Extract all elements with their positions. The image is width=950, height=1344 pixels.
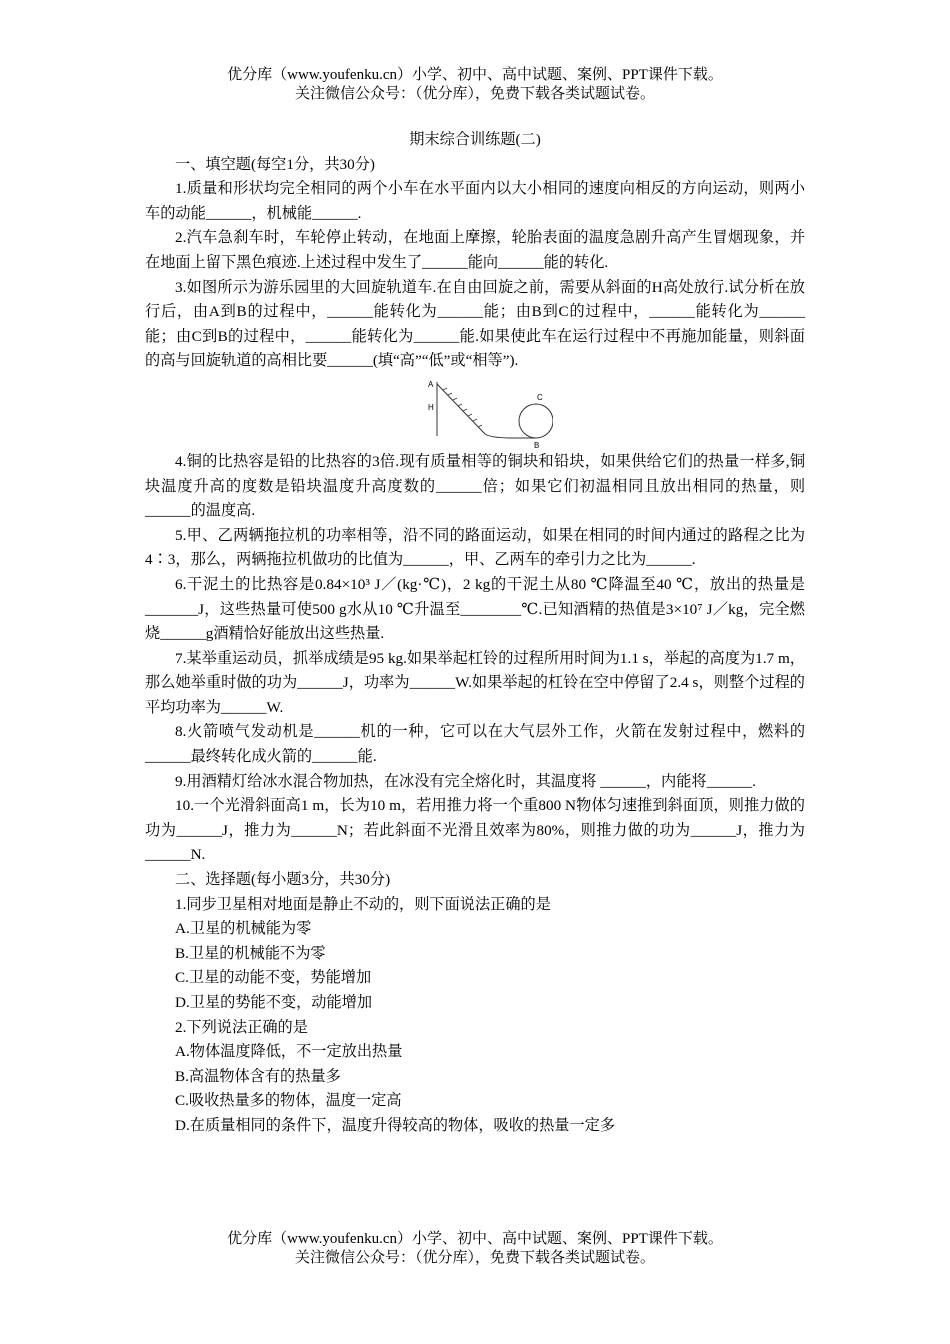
figure-label-a: A [428, 379, 434, 389]
fill-question-4: 4.铜的比热容是铅的比热容的3倍.现有质量相等的铜块和铅块，如果供给它们的热量一样多,铜块温度升高的度数是铅块温度升高度数的______倍；如果它们初温相同且放出相同的热量，则______的温度高. [145, 452, 805, 520]
slope-line [437, 384, 485, 434]
choice-question-2-stem: 2.下列说法正确的是 [175, 1018, 308, 1036]
fill-question-6: 6.干泥土的比热容是0.84×10³ J／(kg·℃)，2 kg的干泥土从80 ℃降温至40 ℃，放出的热量是_______J，这些热量可使500 g水从10 ℃升温至________℃.已知酒精的热值是3×10⁷ J／kg，完全燃烧______g酒精恰好能放出这些热量. [145, 575, 805, 643]
choice-question-1-option-d: D.卫星的势能不变，动能增加 [175, 994, 373, 1011]
page-header [0, 66, 950, 104]
figure-label-h: H [428, 402, 434, 412]
choice-question-1-option-b: B.卫星的机械能不为零 [175, 944, 326, 962]
figure-label-b: B [534, 440, 540, 450]
choice-question-1-stem: 1.同步卫星相对地面是静止不动的，则下面说法正确的是 [175, 895, 551, 913]
document-title: 期末综合训练题(二) [409, 131, 541, 148]
figure-label-c: C [537, 392, 543, 402]
choice-question-2-option-b: B.高温物体含有的热量多 [175, 1067, 341, 1085]
roller-coaster-diagram [423, 374, 553, 450]
fill-question-10: 10.一个光滑斜面高1 m，长为10 m，若用推力将一个重800 N物体匀速推到斜面顶，则推力做的功为______J，推力为______N；若此斜面不光滑且效率为80%，则推力做的功为______J，推力为______N. [145, 797, 805, 864]
choice-question-1-option-a: A.卫星的机械能为零 [175, 920, 312, 938]
footer-line-2: 关注微信公众号：（优分库），免费下载各类试题试卷。 [294, 1250, 655, 1266]
fill-question-5: 5.甲、乙两辆拖拉机的功率相等，沿不同的路面运动，如果在相同的时间内通过的路程之比为4∶3，那么，两辆拖拉机做功的比值为______，甲、乙两车的牵引力之比为______. [145, 526, 805, 569]
footer-line-1: 优分库（www.youfenku.cn）小学、初中、高中试题、案例、PPT课件下载。 [227, 1231, 723, 1247]
document-body [145, 128, 805, 1139]
page-footer [0, 1230, 950, 1268]
fill-question-8: 8.火箭喷气发动机是______机的一种，它可以在大气层外工作，火箭在发射过程中，燃料的______最终转化成火箭的______能. [145, 723, 805, 766]
roller-coaster-figure [145, 374, 805, 450]
choice-question-2-option-d: D.在质量相同的条件下，温度升得较高的物体，吸收的热量一定多 [175, 1116, 616, 1134]
fill-question-3: 3.如图所示为游乐园里的大回旋轨道车.在自由回旋之前，需要从斜面的H高处放行.试分析在放行后，由A到B的过程中，______能转化为______能；由B到C的过程中，______能转化为______能；由C到B的过程中，______能转化为______能.如果使此车在运行过程中不再施加能量，则斜面的高与回旋轨道的高相比要______(填“高”“低”或“相等”). [145, 278, 805, 370]
slope-hatching [443, 388, 482, 427]
fill-question-7: 7.某举重运动员，抓举成绩是95 kg.如果举起杠铃的过程所用时间为1.1 s，举起的高度为1.7 m，那么她举重时做的功为______J，功率为______W.如果举起的杠铃在空中停留了2.4 s，则整个过程的平均功率为______W. [145, 649, 805, 716]
fill-question-9: 9.用酒精灯给冰水混合物加热，在冰没有完全熔化时，其温度将 ______，内能将______. [175, 772, 756, 790]
header-line-2: 关注微信公众号：（优分库），免费下载各类试题试卷。 [294, 86, 655, 102]
header-line-1: 优分库（www.youfenku.cn）小学、初中、高中试题、案例、PPT课件下载。 [227, 67, 723, 83]
loop-track [519, 404, 553, 438]
choice-question-2-option-a: A.物体温度降低，不一定放出热量 [175, 1043, 403, 1061]
fill-question-2: 2.汽车急刹车时，车轮停止转动，在地面上摩擦，轮胎表面的温度急剧升高产生冒烟现象，并在地面上留下黑色痕迹.上述过程中发生了______能向______能的转化. [145, 229, 805, 271]
section-2-heading: 二、选择题(每小题3分，共30分) [175, 871, 391, 889]
choice-question-2-option-c: C.吸收热量多的物体，温度一定高 [175, 1092, 402, 1110]
section-1-heading: 一、填空题(每空1分，共30分) [175, 155, 375, 173]
fill-question-1: 1.质量和形状均完全相同的两个小车在水平面内以大小相同的速度向相反的方向运动，则两小车的动能______，机械能______. [145, 180, 805, 222]
choice-question-1-option-c: C.卫星的动能不变，势能增加 [175, 969, 372, 987]
